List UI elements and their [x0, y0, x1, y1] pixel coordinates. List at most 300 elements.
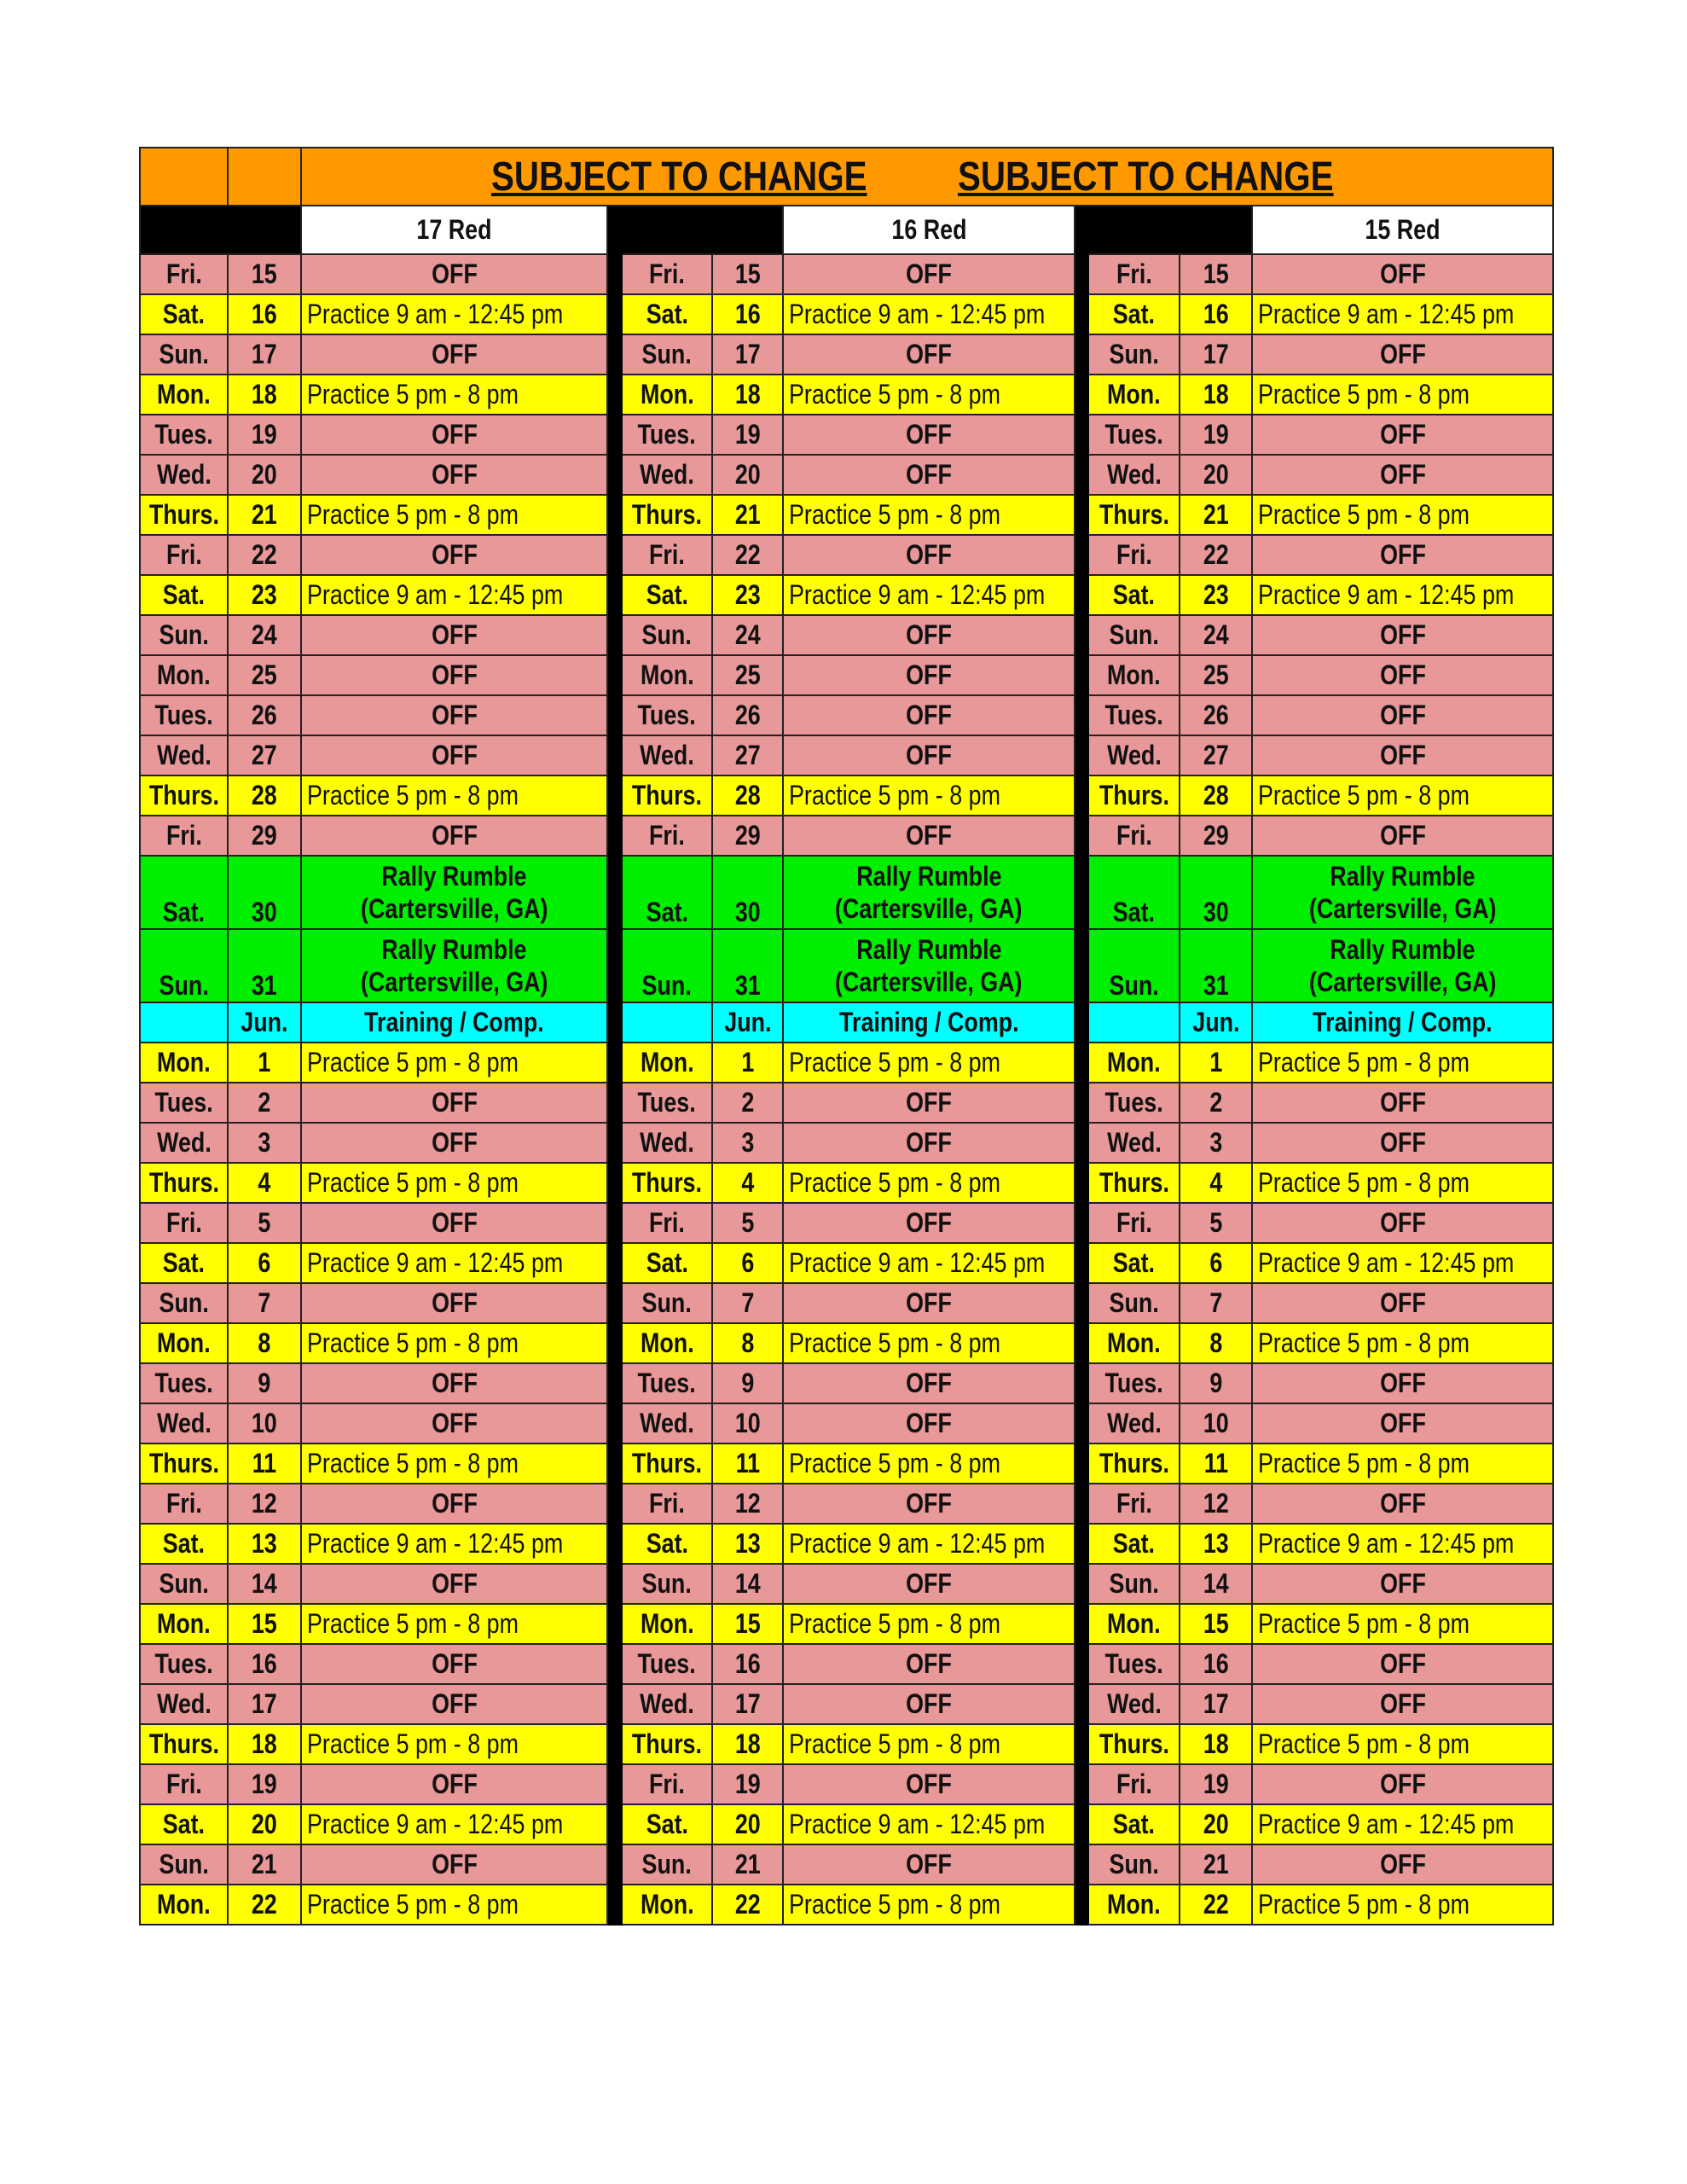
day-cell: Sun. — [622, 615, 712, 655]
column-divider — [1075, 655, 1088, 695]
schedule-row — [140, 1484, 1553, 1524]
activity-cell: OFF — [1252, 535, 1553, 575]
date-cell: 17 — [228, 1684, 301, 1724]
activity-cell: Practice 5 pm - 8 pm — [301, 1443, 607, 1484]
day-cell: Sun. — [1088, 1283, 1180, 1323]
column-divider — [607, 1564, 622, 1604]
date-cell: 22 — [1180, 535, 1252, 575]
day-cell: Thurs. — [140, 775, 228, 816]
date-cell: 27 — [228, 735, 301, 775]
activity-cell: OFF — [1252, 615, 1553, 655]
date-cell: Jun. — [712, 1002, 783, 1043]
column-divider — [607, 1403, 622, 1443]
column-divider — [1075, 856, 1088, 929]
date-cell: 9 — [712, 1363, 783, 1403]
activity-cell: OFF — [783, 735, 1075, 775]
activity-cell: Practice 5 pm - 8 pm — [1252, 1163, 1553, 1203]
date-cell: 6 — [1180, 1243, 1252, 1283]
activity-cell: Practice 5 pm - 8 pm — [1252, 1724, 1553, 1764]
activity-cell: Practice 9 am - 12:45 pm — [783, 575, 1075, 615]
day-cell: Tues. — [140, 1644, 228, 1684]
activity-cell: Practice 5 pm - 8 pm — [301, 375, 607, 415]
date-cell: 16 — [1180, 1644, 1252, 1684]
team-header-15-red: 15 Red — [1252, 206, 1553, 254]
activity-cell: OFF — [783, 655, 1075, 695]
date-cell: 18 — [1180, 1724, 1252, 1764]
day-cell: Sat. — [1088, 1243, 1180, 1283]
day-cell: Thurs. — [1088, 1724, 1180, 1764]
activity-cell: Practice 9 am - 12:45 pm — [1252, 294, 1553, 334]
activity-cell: Practice 9 am - 12:45 pm — [301, 1524, 607, 1564]
date-cell: 19 — [228, 415, 301, 455]
date-cell: 17 — [712, 334, 783, 375]
activity-cell: Practice 5 pm - 8 pm — [1252, 495, 1553, 535]
column-divider — [607, 1363, 622, 1403]
date-cell: 29 — [1180, 816, 1252, 856]
day-cell: Sun. — [140, 929, 228, 1002]
date-cell: Jun. — [1180, 1002, 1252, 1043]
activity-cell: OFF — [301, 1083, 607, 1123]
day-cell: Wed. — [140, 1123, 228, 1163]
activity-cell: Practice 5 pm - 8 pm — [783, 375, 1075, 415]
date-cell: 13 — [228, 1524, 301, 1564]
schedule-row — [140, 1243, 1553, 1283]
date-cell: 21 — [228, 495, 301, 535]
activity-cell: OFF — [783, 1123, 1075, 1163]
date-cell: 22 — [228, 535, 301, 575]
activity-cell: Rally Rumble (Cartersville, GA) — [783, 929, 1075, 1002]
schedule-row — [140, 1804, 1553, 1844]
date-cell: 15 — [712, 254, 783, 294]
day-cell: Sat. — [140, 575, 228, 615]
date-cell: 1 — [1180, 1043, 1252, 1083]
column-divider — [1075, 1403, 1088, 1443]
date-cell: 20 — [712, 455, 783, 495]
schedule-row — [140, 375, 1553, 415]
date-cell: 20 — [712, 1804, 783, 1844]
column-divider — [1075, 1243, 1088, 1283]
schedule-row — [140, 1844, 1553, 1885]
date-cell: 30 — [712, 856, 783, 929]
day-cell: Fri. — [140, 1203, 228, 1243]
date-cell: 21 — [712, 495, 783, 535]
day-cell: Fri. — [140, 1764, 228, 1804]
date-cell: 19 — [1180, 1764, 1252, 1804]
activity-cell: Practice 5 pm - 8 pm — [1252, 1323, 1553, 1363]
column-divider — [1075, 535, 1088, 575]
day-cell: Sun. — [140, 1283, 228, 1323]
day-cell: Sun. — [622, 929, 712, 1002]
date-cell: 15 — [1180, 1604, 1252, 1644]
day-cell: Wed. — [622, 455, 712, 495]
day-cell: Sat. — [140, 1804, 228, 1844]
column-divider — [607, 1764, 622, 1804]
subject-to-change-left: SUBJECT TO CHANGE — [490, 154, 867, 200]
column-divider — [1075, 294, 1088, 334]
date-cell: 11 — [228, 1443, 301, 1484]
day-cell: Wed. — [1088, 735, 1180, 775]
date-cell: 17 — [712, 1684, 783, 1724]
day-cell: Sat. — [1088, 575, 1180, 615]
date-cell: 30 — [228, 856, 301, 929]
day-cell: Thurs. — [140, 1443, 228, 1484]
date-cell: 16 — [1180, 294, 1252, 334]
date-cell: 3 — [712, 1123, 783, 1163]
date-cell: 16 — [228, 294, 301, 334]
activity-cell: OFF — [1252, 1363, 1553, 1403]
activity-cell: Rally Rumble (Cartersville, GA) — [1252, 929, 1553, 1002]
date-cell: 26 — [1180, 695, 1252, 735]
date-cell: 10 — [1180, 1403, 1252, 1443]
day-cell: Sat. — [622, 575, 712, 615]
date-cell: 10 — [228, 1403, 301, 1443]
day-cell: Mon. — [140, 375, 228, 415]
day-cell: Tues. — [140, 1083, 228, 1123]
day-cell: Mon. — [140, 1604, 228, 1644]
activity-cell: Training / Comp. — [301, 1002, 607, 1043]
day-cell: Tues. — [140, 695, 228, 735]
date-cell: 31 — [712, 929, 783, 1002]
date-cell: 20 — [1180, 1804, 1252, 1844]
day-cell: Sun. — [622, 1564, 712, 1604]
column-divider — [1075, 1524, 1088, 1564]
date-cell: 1 — [228, 1043, 301, 1083]
date-cell: 12 — [228, 1484, 301, 1524]
date-cell: 20 — [1180, 455, 1252, 495]
date-cell: 3 — [228, 1123, 301, 1163]
date-cell: Jun. — [228, 1002, 301, 1043]
activity-cell: Practice 5 pm - 8 pm — [301, 1724, 607, 1764]
column-divider — [607, 1323, 622, 1363]
day-cell: Fri. — [622, 816, 712, 856]
column-divider — [1075, 1283, 1088, 1323]
activity-cell: Practice 9 am - 12:45 pm — [301, 575, 607, 615]
activity-cell: OFF — [1252, 1564, 1553, 1604]
activity-cell: OFF — [301, 655, 607, 695]
date-cell: 14 — [712, 1564, 783, 1604]
day-cell: Wed. — [1088, 455, 1180, 495]
column-divider — [1075, 1323, 1088, 1363]
date-cell: 18 — [228, 375, 301, 415]
date-cell: 15 — [228, 1604, 301, 1644]
activity-cell: OFF — [1252, 1203, 1553, 1243]
date-cell: 11 — [1180, 1443, 1252, 1484]
activity-cell: Practice 9 am - 12:45 pm — [783, 294, 1075, 334]
day-cell: Fri. — [622, 254, 712, 294]
activity-cell: Rally Rumble (Cartersville, GA) — [783, 856, 1075, 929]
date-cell: 19 — [228, 1764, 301, 1804]
day-cell: Mon. — [1088, 1323, 1180, 1363]
column-divider — [607, 254, 622, 294]
date-cell: 17 — [228, 334, 301, 375]
date-cell: 21 — [1180, 495, 1252, 535]
date-cell: 5 — [712, 1203, 783, 1243]
column-divider — [1075, 929, 1088, 1002]
day-cell: Wed. — [622, 735, 712, 775]
date-cell: 15 — [712, 1604, 783, 1644]
activity-cell: OFF — [1252, 334, 1553, 375]
day-cell: Fri. — [622, 1484, 712, 1524]
activity-cell: Practice 9 am - 12:45 pm — [1252, 1804, 1553, 1844]
day-cell: Fri. — [140, 816, 228, 856]
activity-cell: Practice 5 pm - 8 pm — [783, 1163, 1075, 1203]
activity-cell: OFF — [301, 1684, 607, 1724]
day-cell: Mon. — [140, 655, 228, 695]
activity-cell: OFF — [301, 1764, 607, 1804]
activity-cell: OFF — [783, 1283, 1075, 1323]
column-divider — [1075, 1203, 1088, 1243]
day-cell: Sat. — [140, 294, 228, 334]
activity-cell: Practice 5 pm - 8 pm — [301, 1885, 607, 1925]
activity-cell: OFF — [1252, 254, 1553, 294]
schedule-row — [140, 1123, 1553, 1163]
day-cell: Mon. — [1088, 655, 1180, 695]
date-cell: 14 — [228, 1564, 301, 1604]
activity-cell: Practice 5 pm - 8 pm — [783, 495, 1075, 535]
date-cell: 29 — [712, 816, 783, 856]
date-cell: 11 — [712, 1443, 783, 1484]
column-divider — [607, 695, 622, 735]
date-cell: 10 — [712, 1403, 783, 1443]
day-cell: Wed. — [140, 735, 228, 775]
day-cell: Tues. — [1088, 695, 1180, 735]
date-cell: 9 — [228, 1363, 301, 1403]
day-cell: Thurs. — [140, 1163, 228, 1203]
day-cell — [140, 1002, 228, 1043]
day-cell: Thurs. — [140, 1724, 228, 1764]
subject-to-change-right: SUBJECT TO CHANGE — [957, 154, 1334, 200]
day-cell: Tues. — [1088, 1363, 1180, 1403]
activity-cell: OFF — [301, 695, 607, 735]
activity-cell: Practice 5 pm - 8 pm — [783, 1604, 1075, 1644]
activity-cell: OFF — [1252, 1684, 1553, 1724]
activity-cell: OFF — [1252, 1484, 1553, 1524]
activity-cell: Practice 9 am - 12:45 pm — [783, 1804, 1075, 1844]
day-cell: Fri. — [1088, 1484, 1180, 1524]
day-cell: Mon. — [622, 1604, 712, 1644]
date-cell: 18 — [1180, 375, 1252, 415]
activity-cell: OFF — [783, 695, 1075, 735]
date-cell: 17 — [1180, 1684, 1252, 1724]
date-cell: 31 — [1180, 929, 1252, 1002]
column-divider — [607, 1123, 622, 1163]
activity-cell: OFF — [301, 735, 607, 775]
schedule-row — [140, 294, 1553, 334]
date-cell: 20 — [228, 1804, 301, 1844]
date-cell: 2 — [228, 1083, 301, 1123]
date-cell: 27 — [1180, 735, 1252, 775]
column-divider — [1075, 415, 1088, 455]
column-divider — [607, 615, 622, 655]
schedule-row — [140, 775, 1553, 816]
column-divider — [607, 1443, 622, 1484]
activity-cell: Practice 5 pm - 8 pm — [1252, 1885, 1553, 1925]
date-cell: 4 — [228, 1163, 301, 1203]
activity-cell: OFF — [783, 1203, 1075, 1243]
day-cell: Mon. — [140, 1043, 228, 1083]
activity-cell: OFF — [301, 1283, 607, 1323]
day-cell: Wed. — [622, 1403, 712, 1443]
column-divider — [607, 1724, 622, 1764]
column-divider — [1075, 1484, 1088, 1524]
day-cell: Sun. — [622, 1283, 712, 1323]
day-cell: Wed. — [622, 1684, 712, 1724]
activity-cell: OFF — [783, 1484, 1075, 1524]
activity-cell: OFF — [783, 1083, 1075, 1123]
day-cell: Tues. — [622, 1083, 712, 1123]
activity-cell: OFF — [783, 1644, 1075, 1684]
schedule-table — [139, 147, 1554, 1926]
date-cell: 28 — [1180, 775, 1252, 816]
activity-cell: Practice 9 am - 12:45 pm — [1252, 575, 1553, 615]
date-cell: 7 — [1180, 1283, 1252, 1323]
activity-cell: OFF — [783, 415, 1075, 455]
banner-row — [140, 148, 1553, 206]
day-cell: Tues. — [140, 415, 228, 455]
column-divider — [607, 1644, 622, 1684]
column-divider — [607, 1203, 622, 1243]
day-cell: Sat. — [622, 1243, 712, 1283]
activity-cell: Practice 5 pm - 8 pm — [1252, 1443, 1553, 1484]
activity-cell: Practice 5 pm - 8 pm — [783, 1443, 1075, 1484]
activity-cell: OFF — [301, 1203, 607, 1243]
activity-cell: OFF — [783, 1684, 1075, 1724]
activity-cell: OFF — [1252, 1123, 1553, 1163]
team-header-row — [140, 206, 1553, 254]
day-cell: Fri. — [1088, 1203, 1180, 1243]
date-cell: 25 — [1180, 655, 1252, 695]
team-header-17-red: 17 Red — [301, 206, 607, 254]
date-cell: 26 — [228, 695, 301, 735]
column-divider — [607, 1002, 622, 1043]
column-divider — [1075, 575, 1088, 615]
day-cell: Thurs. — [140, 495, 228, 535]
column-divider — [1075, 1363, 1088, 1403]
date-cell: 29 — [228, 816, 301, 856]
day-cell: Sun. — [1088, 334, 1180, 375]
day-cell: Sat. — [622, 1524, 712, 1564]
date-cell: 7 — [712, 1283, 783, 1323]
column-divider — [1075, 1043, 1088, 1083]
activity-cell: Practice 5 pm - 8 pm — [783, 1323, 1075, 1363]
activity-cell: OFF — [1252, 1283, 1553, 1323]
schedule-row — [140, 1885, 1553, 1925]
day-cell: Wed. — [1088, 1403, 1180, 1443]
column-divider — [1075, 1564, 1088, 1604]
column-divider — [607, 294, 622, 334]
day-cell: Sat. — [140, 1243, 228, 1283]
date-cell: 22 — [712, 535, 783, 575]
activity-cell: OFF — [1252, 415, 1553, 455]
activity-cell: Practice 5 pm - 8 pm — [783, 775, 1075, 816]
schedule-row — [140, 1524, 1553, 1564]
activity-cell: OFF — [783, 1403, 1075, 1443]
day-cell: Sun. — [1088, 615, 1180, 655]
date-cell: 18 — [712, 375, 783, 415]
activity-cell: OFF — [301, 535, 607, 575]
date-cell: 25 — [712, 655, 783, 695]
date-cell: 18 — [228, 1724, 301, 1764]
date-cell: 5 — [1180, 1203, 1252, 1243]
column-divider — [607, 575, 622, 615]
day-cell: Tues. — [1088, 1644, 1180, 1684]
date-cell: 31 — [228, 929, 301, 1002]
team-header-16-red: 16 Red — [783, 206, 1075, 254]
date-cell: 8 — [1180, 1323, 1252, 1363]
date-cell: 3 — [1180, 1123, 1252, 1163]
schedule-row — [140, 1203, 1553, 1243]
day-cell: Thurs. — [1088, 1443, 1180, 1484]
column-divider — [607, 375, 622, 415]
day-cell: Mon. — [1088, 1885, 1180, 1925]
activity-cell: Practice 5 pm - 8 pm — [783, 1043, 1075, 1083]
column-divider — [1075, 1604, 1088, 1644]
day-cell: Sun. — [622, 334, 712, 375]
column-divider — [1075, 1163, 1088, 1203]
column-divider — [607, 1283, 622, 1323]
schedule-row — [140, 655, 1553, 695]
day-cell: Sun. — [1088, 1564, 1180, 1604]
activity-cell: OFF — [301, 1123, 607, 1163]
day-cell: Mon. — [622, 655, 712, 695]
date-cell: 23 — [228, 575, 301, 615]
column-divider — [1075, 1804, 1088, 1844]
column-divider — [607, 775, 622, 816]
activity-cell: OFF — [783, 455, 1075, 495]
day-cell: Sat. — [140, 856, 228, 929]
day-cell: Thurs. — [622, 1163, 712, 1203]
activity-cell: OFF — [783, 254, 1075, 294]
date-cell: 19 — [712, 1764, 783, 1804]
schedule-row — [140, 1002, 1553, 1043]
date-cell: 2 — [1180, 1083, 1252, 1123]
column-divider — [607, 1804, 622, 1844]
day-cell: Sun. — [1088, 929, 1180, 1002]
activity-cell: Training / Comp. — [783, 1002, 1075, 1043]
activity-cell: OFF — [1252, 455, 1553, 495]
date-cell: 4 — [1180, 1163, 1252, 1203]
activity-cell: OFF — [1252, 695, 1553, 735]
schedule-row — [140, 1443, 1553, 1484]
activity-cell: Practice 5 pm - 8 pm — [301, 775, 607, 816]
day-cell: Thurs. — [622, 495, 712, 535]
activity-cell: Practice 9 am - 12:45 pm — [301, 1804, 607, 1844]
schedule-row — [140, 1163, 1553, 1203]
date-cell: 6 — [228, 1243, 301, 1283]
day-cell: Wed. — [140, 1684, 228, 1724]
day-cell: Wed. — [140, 1403, 228, 1443]
date-cell: 16 — [712, 294, 783, 334]
column-divider — [1075, 455, 1088, 495]
schedule-row — [140, 575, 1553, 615]
date-cell: 7 — [228, 1283, 301, 1323]
date-cell: 19 — [1180, 415, 1252, 455]
column-divider — [607, 1083, 622, 1123]
day-cell: Thurs. — [1088, 775, 1180, 816]
day-cell: Sat. — [622, 1804, 712, 1844]
day-cell: Tues. — [622, 1363, 712, 1403]
day-cell: Fri. — [1088, 1764, 1180, 1804]
date-cell: 23 — [712, 575, 783, 615]
column-divider — [1075, 1885, 1088, 1925]
date-cell: 22 — [712, 1885, 783, 1925]
activity-cell: Practice 5 pm - 8 pm — [1252, 375, 1553, 415]
column-divider — [1075, 1123, 1088, 1163]
schedule-row — [140, 1564, 1553, 1604]
column-divider — [1075, 695, 1088, 735]
schedule-row — [140, 455, 1553, 495]
date-cell: 15 — [1180, 254, 1252, 294]
